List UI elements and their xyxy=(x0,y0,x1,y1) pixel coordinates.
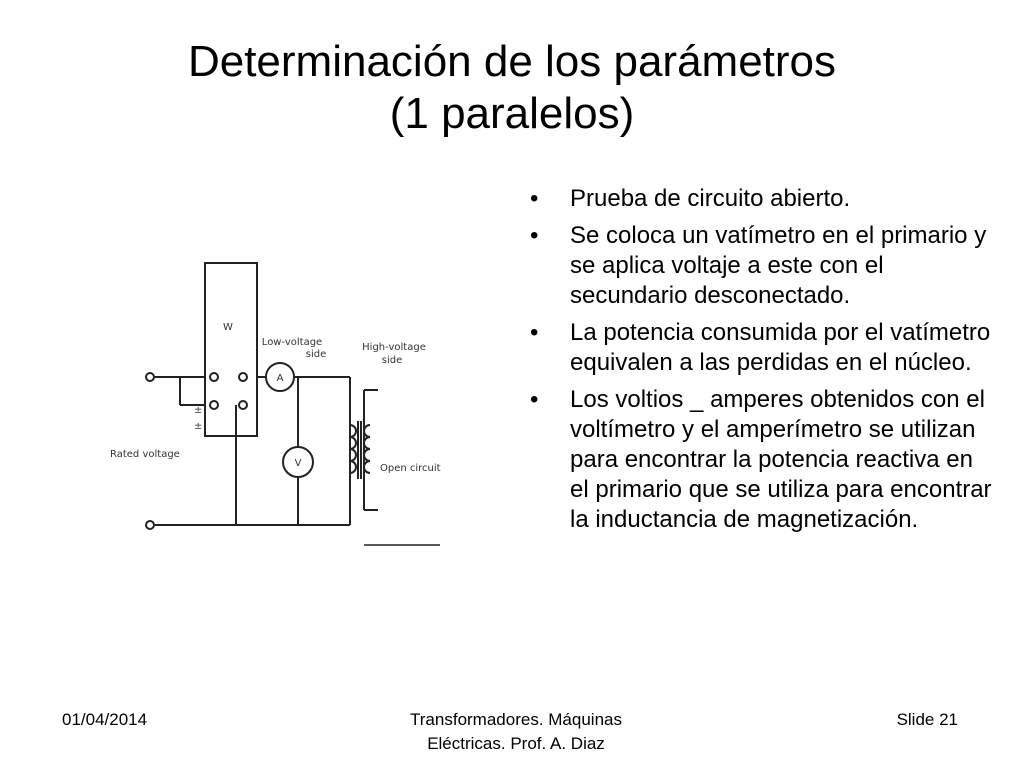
wattmeter-box xyxy=(205,263,257,436)
label-low-2: side xyxy=(305,349,327,360)
footer-slide-number: Slide 21 xyxy=(896,710,958,729)
bullet-list xyxy=(527,184,997,542)
list-item: • Los voltios _ amperes obtenidos con el voltímetro y el amperímetro se utilizan para encontrar la potencia reactiva en el primario que se utiliza para encontrar la inductancia de magnetización. xyxy=(527,385,997,535)
footer-center xyxy=(360,708,672,756)
slide-title xyxy=(0,36,1024,140)
label-low-1: Low-voltage xyxy=(261,337,323,348)
slide-title-line-1: Determinación de los parámetros xyxy=(187,37,837,86)
footer-date: 01/04/2014 xyxy=(62,710,148,729)
wattmeter-label: W xyxy=(223,322,233,333)
label-rated-voltage: Rated voltage xyxy=(110,449,180,460)
label-open-circuit: Open circuit xyxy=(380,463,441,474)
svg-text:V: V xyxy=(294,458,302,469)
footer-center-line-1: Transformadores. Máquinas xyxy=(410,710,622,729)
mark-plus: ± xyxy=(194,405,203,416)
transformer-icon xyxy=(350,421,370,479)
ammeter-icon xyxy=(266,363,294,391)
mark-pm: ± xyxy=(194,421,203,432)
open-circuit-test-diagram xyxy=(110,185,450,605)
svg-text:A: A xyxy=(276,373,284,384)
slide-title-line-2: (1 paralelos) xyxy=(389,89,635,138)
voltmeter-icon xyxy=(283,447,313,477)
list-item: • La potencia consumida por el vatímetro equivalen a las perdidas en el núcleo. xyxy=(527,318,997,378)
label-high-1: High-voltage xyxy=(362,342,426,353)
label-high-2: side xyxy=(381,355,403,366)
list-item: • Se coloca un vatímetro en el primario y se aplica voltaje a este con el secundario desconectado. xyxy=(527,221,997,311)
list-item: • Prueba de circuito abierto. xyxy=(527,184,997,214)
footer-center-line-2: Eléctricas. Prof. A. Diaz xyxy=(427,734,605,753)
